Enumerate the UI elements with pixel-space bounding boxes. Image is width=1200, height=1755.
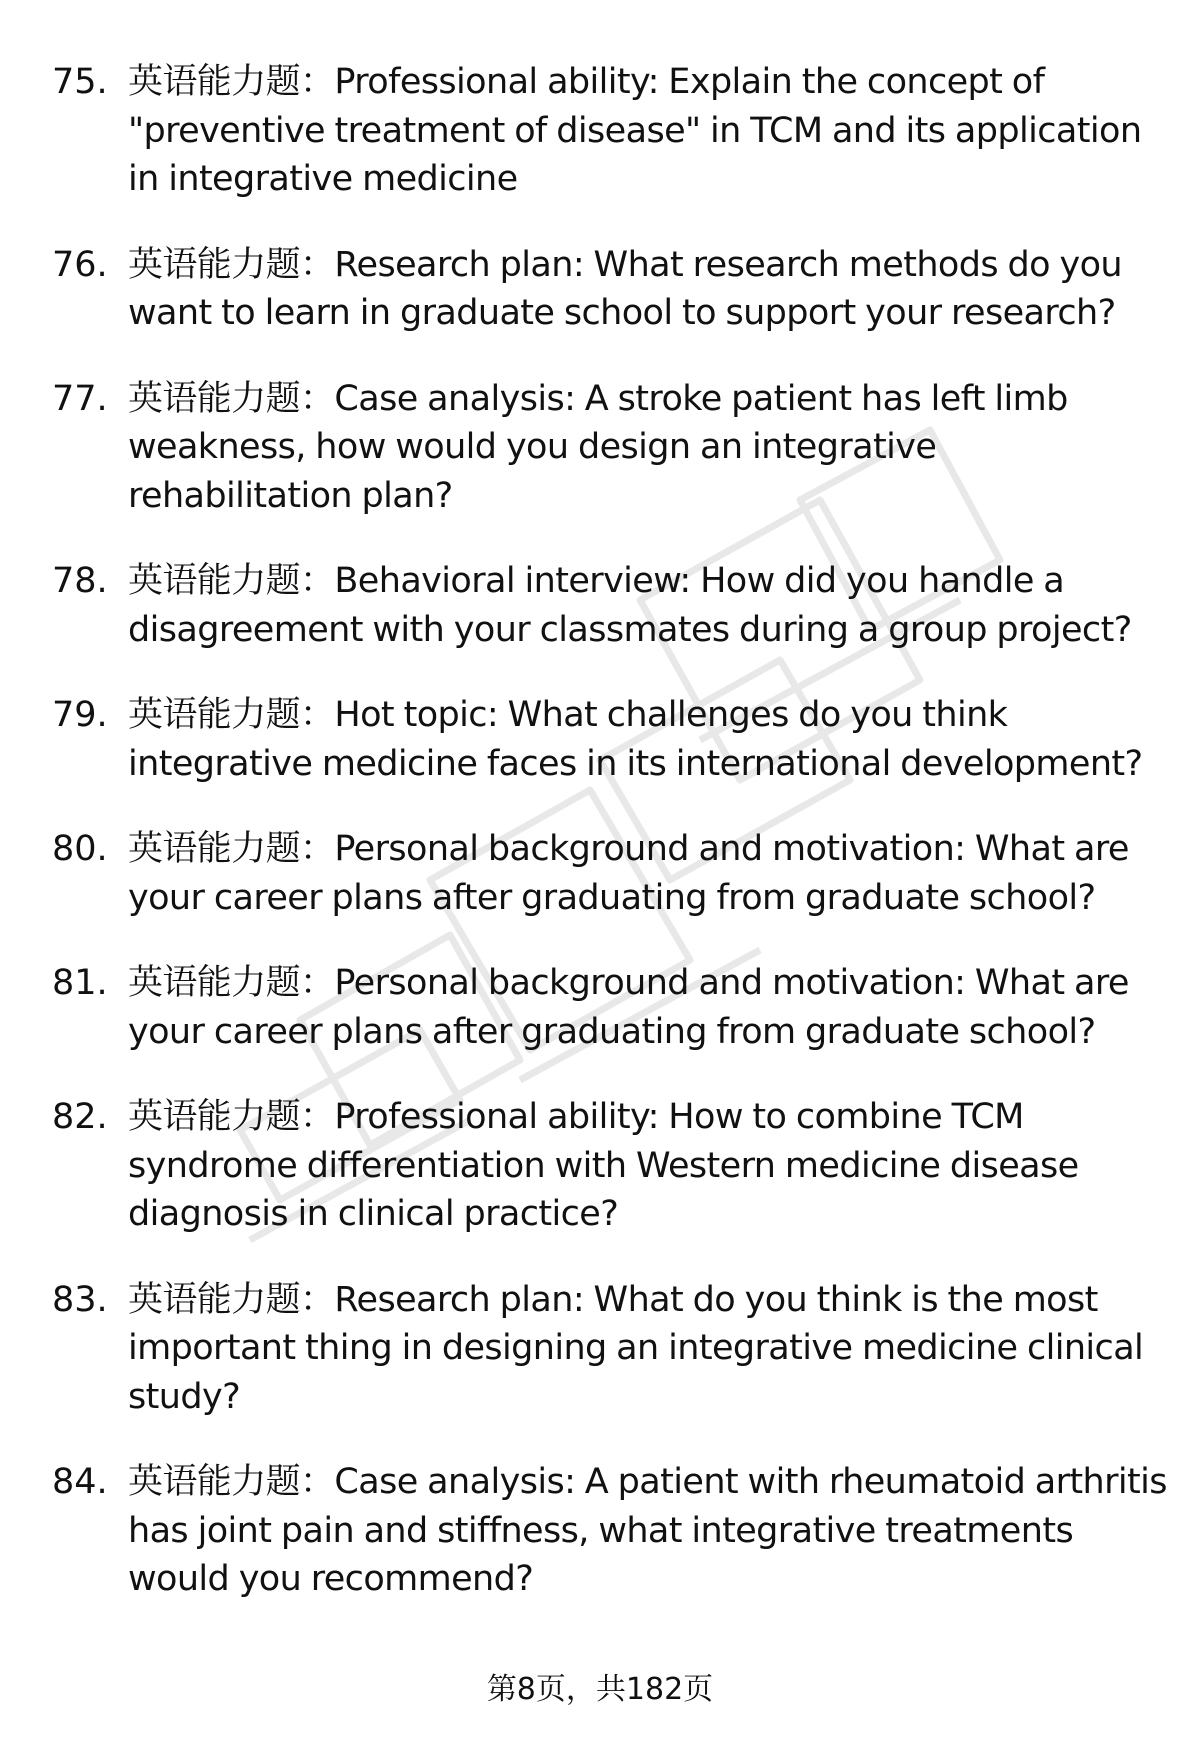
question-text: 英语能力题：Professional ability: Explain the concept of "preventive treatment of disease" in TCM and its application in integrative medicine: [128, 62, 1142, 199]
question-item-81: [0, 959, 1200, 1056]
question-number: 83.: [52, 1279, 108, 1320]
question-number: 80.: [52, 829, 108, 869]
question-text: 英语能力题：Case analysis: A stroke patient has left limb weakness, how would you design an integrative rehabilitation plan?: [128, 378, 1068, 516]
question-text: 英语能力题：Personal background and motivation: What are your career plans after graduating from graduate school?: [128, 829, 1129, 918]
question-text: 英语能力题：Case analysis: A patient with rheumatoid arthritis has joint pain and stiffness, what integrative treatments would you recommend?: [128, 1462, 1167, 1599]
question-item-82: [0, 1093, 1200, 1239]
question-number: 81.: [52, 963, 108, 1003]
question-item-77: [0, 375, 1200, 521]
question-item-75: [0, 58, 1200, 204]
question-text: 英语能力题：Personal background and motivation: What are your career plans after graduating from graduate school?: [128, 963, 1129, 1052]
page-number-footer: 第8页，共182页: [486, 1672, 714, 1707]
question-text: 英语能力题：Research plan: What research methods do you want to learn in graduate school to support your research?: [128, 244, 1122, 333]
question-text: 英语能力题：Hot topic: What challenges do you think integrative medicine faces in its international development?: [128, 695, 1143, 784]
question-number: 84.: [52, 1462, 108, 1502]
question-number: 79.: [52, 695, 108, 735]
question-text: 英语能力题：Professional ability: How to combine TCM syndrome differentiation with Western medicine disease diagnosis in clinical practice?: [128, 1097, 1079, 1234]
question-list: [0, 58, 1200, 1641]
question-number: 75.: [52, 62, 108, 102]
question-item-83: [0, 1276, 1200, 1422]
question-text: 英语能力题：Behavioral interview: How did you handle a disagreement with your classmates during a group project?: [128, 561, 1132, 650]
question-text: 英语能力题：Research plan: What do you think is the most important thing in designing an integrative medicine clinical study?: [128, 1279, 1144, 1417]
question-item-84: [0, 1458, 1200, 1604]
question-number: 76.: [52, 244, 108, 285]
question-item-78: [0, 557, 1200, 654]
question-number: 82.: [52, 1097, 108, 1137]
question-item-80: [0, 825, 1200, 922]
question-item-79: [0, 691, 1200, 788]
question-number: 77.: [52, 378, 108, 419]
question-number: 78.: [52, 561, 108, 601]
question-item-76: [0, 241, 1200, 338]
